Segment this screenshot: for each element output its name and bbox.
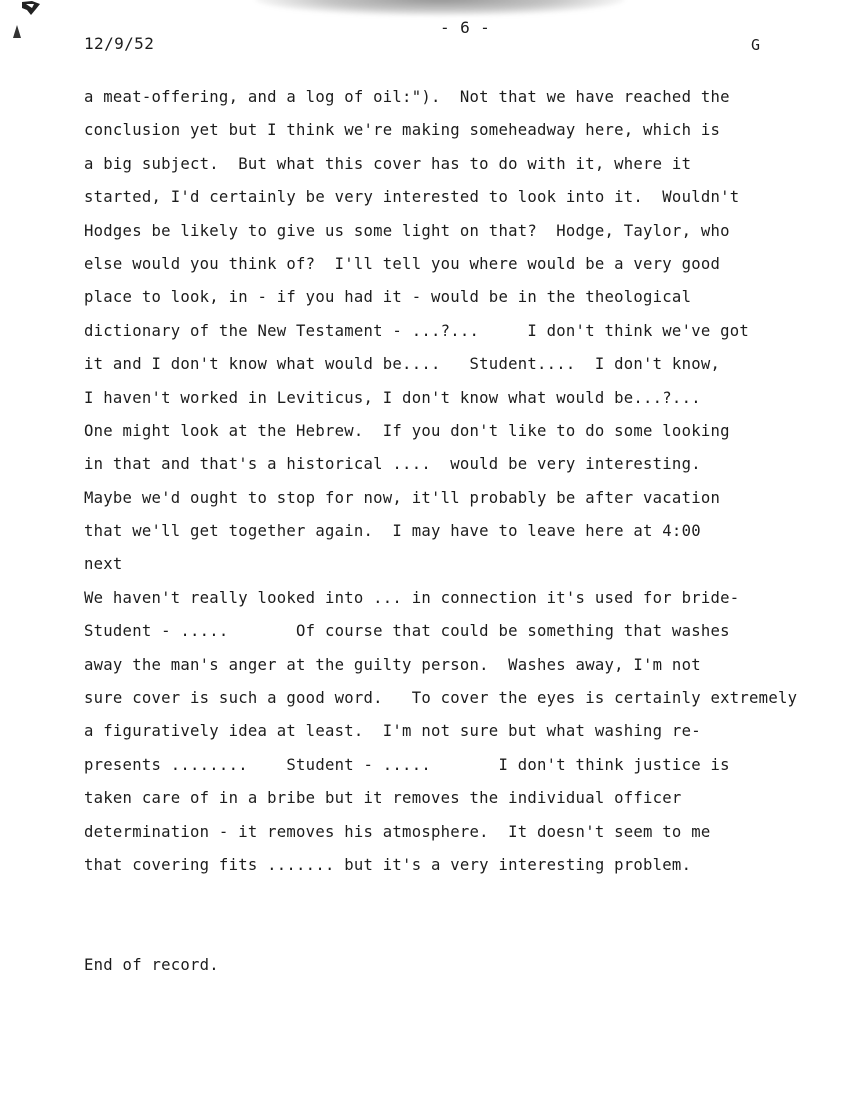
text-line [84,886,844,919]
text-line: Student - ..... Of course that could be something that washes [84,622,730,641]
text-line: in that and that's a historical .... would be very interesting. [84,455,701,474]
ink-smudge [255,0,625,16]
page-date: 12/9/52 [84,34,155,53]
text-line: determination - it removes his atmosphere. It doesn't seem to me [84,822,711,841]
text-line: We haven't really looked into ... in connection it's used for bride- [84,588,740,607]
text-line: End of record. [84,956,219,975]
text-line: away the man's anger at the guilty person. Washes away, I'm not [84,655,701,674]
text-line: next [84,555,123,574]
pencil-tick-mark [10,22,24,40]
text-line: conclusion yet but I think we're making someheadway here, which is [84,121,721,140]
text-line [84,920,844,953]
text-line: a meat-offering, and a log of oil:"). Not that we have reached the [84,88,730,106]
text-line: taken care of in a bribe but it removes the individual officer [84,789,682,808]
text-line: a figuratively idea at least. I'm not sure but what washing re- [84,722,701,741]
text-line: sure cover is such a good word. To cover the eyes is certainly extremely [84,689,798,708]
page-number: - 6 - [440,18,491,37]
text-line: a big subject. But what this cover has to do with it, where it [84,154,692,173]
text-line: that we'll get together again. I may have to leave here at 4:00 [84,522,701,541]
text-line: Hodges be likely to give us some light on that? Hodge, Taylor, who [84,221,730,240]
text-line: that covering fits ....... but it's a very interesting problem. [84,855,692,874]
ink-blot-mark [20,0,42,18]
text-line: started, I'd certainly be very interested to look into it. Wouldn't [84,188,740,207]
text-line: presents ........ Student - ..... I don't think justice is [84,755,730,774]
text-line: Maybe we'd ought to stop for now, it'll probably be after vacation [84,488,721,507]
page-initial: G [751,36,761,54]
text-line: dictionary of the New Testament - ...?... I don't think we've got [84,321,750,340]
text-line: place to look, in - if you had it - would be in the theological [84,288,692,307]
text-line: One might look at the Hebrew. If you don't like to do some looking [84,421,730,440]
transcript-body [84,85,844,987]
text-line: I haven't worked in Leviticus, I don't know what would be...?... [84,388,701,407]
text-line: it and I don't know what would be.... Student.... I don't know, [84,355,721,374]
text-line: else would you think of? I'll tell you where would be a very good [84,254,721,273]
